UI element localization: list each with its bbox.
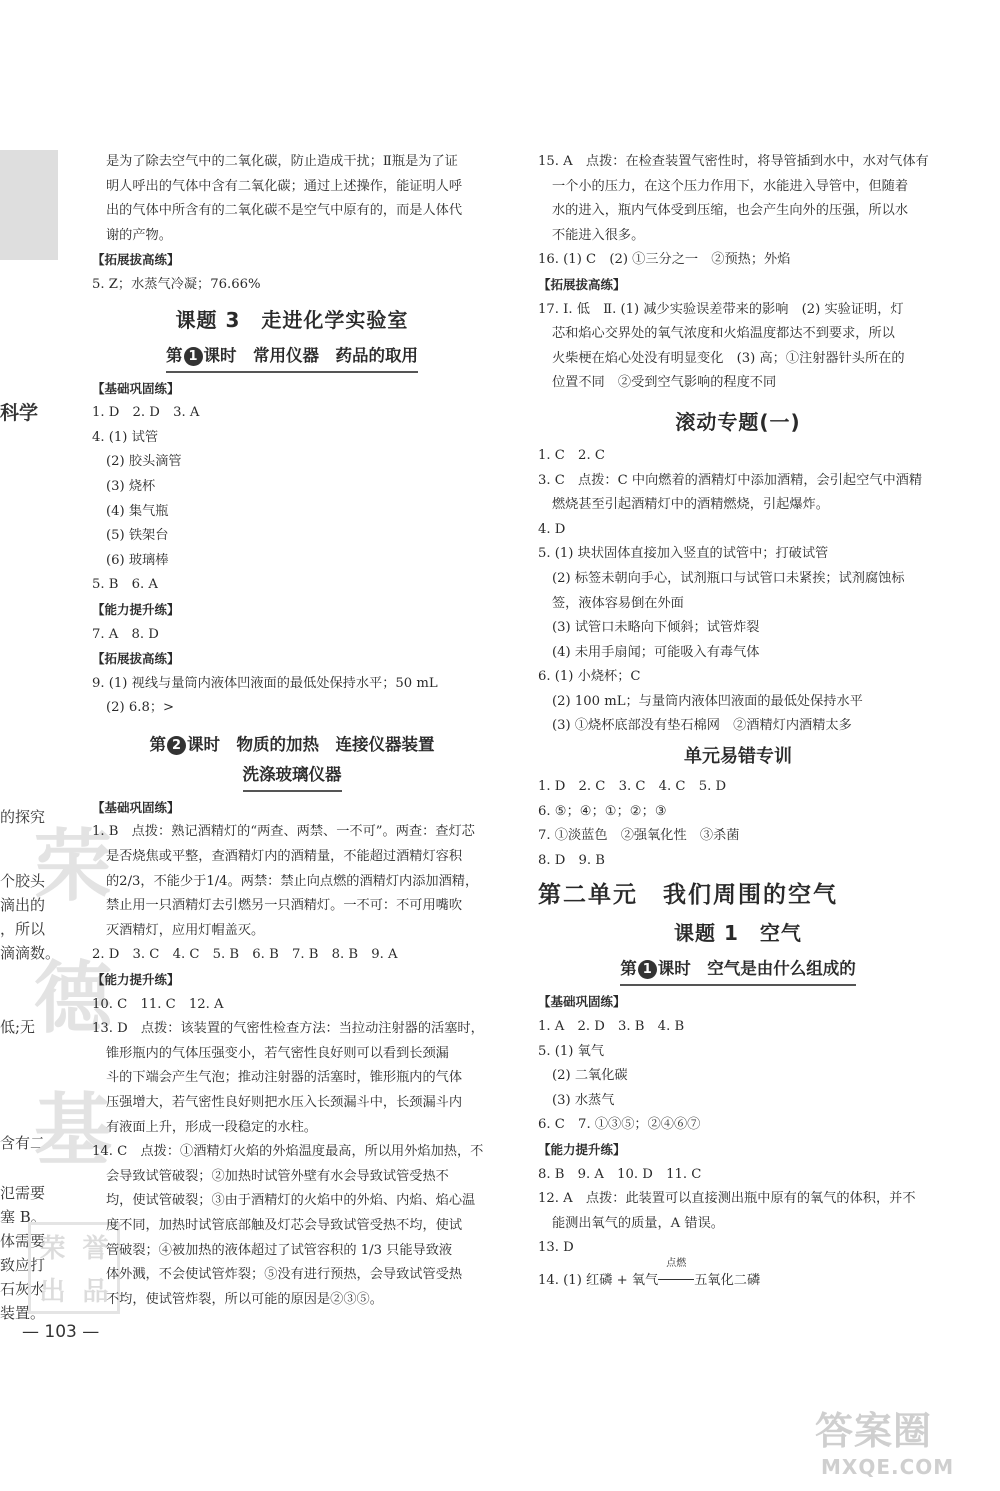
answer-line: 度不同，加热时试管底部触及灯芯会导致试管受热不均，使试 — [106, 1217, 463, 1233]
answer-line: 5. B 6. A — [92, 577, 158, 593]
answer-line: 1. D 2. C 3. C 4. C 5. D — [538, 779, 727, 795]
left-column — [92, 150, 492, 1312]
answer-line: 燃烧甚至引起酒精灯中的酒精燃烧，引起爆炸。 — [552, 497, 829, 513]
answer-subitem: (3) ①烧杯底部没有垫石棉网 ②酒精灯内酒精太多 — [552, 718, 852, 734]
logo-text: 答案圈 — [815, 1409, 933, 1453]
logo-url-text: MXQE.COM — [821, 1455, 955, 1479]
answer-line: 灭酒精灯，应用灯帽盖灭。 — [106, 922, 265, 938]
answer-line: 水的进入，瓶内气体受到压缩，也会产生向外的压强，所以水 — [552, 203, 909, 219]
seal-char: 誉 — [82, 1234, 109, 1264]
lesson-number-badge: 2 — [167, 736, 186, 755]
answer-subitem: (3) 烧杯 — [106, 478, 156, 494]
section-tag: 【拓展拔高练】 — [538, 276, 626, 292]
lesson-name: 课时 物质的加热 连接仪器装置 — [187, 734, 435, 754]
answer-subitem: (4) 未用手扇闻；可能吸入有毒气体 — [552, 644, 760, 660]
answer-line: 10. C 11. C 12. A — [92, 996, 224, 1012]
answer-subitem: (6) 玻璃棒 — [106, 552, 169, 568]
answer-line: 3. C 点拨：C 中向燃着的酒精灯中添加酒精，会引起空气中酒精 — [538, 472, 923, 488]
lesson-number-badge: 1 — [184, 347, 203, 366]
answer-line: 锥形瓶内的气体压强变小，若气密性良好则可以看到长颈漏 — [106, 1045, 449, 1061]
right-column — [538, 150, 938, 1294]
text-line: 明人呼出的气体中含有二氧化碳；通过上述操作，能证明人呼 — [106, 178, 463, 194]
edge-text: 滴滴数。 — [0, 944, 61, 962]
answer-line: 斗的下端会产生气泡；推动注射器的活塞时，锥形瓶内的气体 — [106, 1070, 463, 1086]
lesson-number-badge: 1 — [638, 960, 657, 979]
answer-line: 17. Ⅰ. 低 Ⅱ. (1) 减少实验误差带来的影响 (2) 实验证明，灯 — [538, 301, 904, 317]
answer-line: 能测出氧气的质量，A 错误。 — [552, 1215, 724, 1231]
answer-line: 管破裂；④被加热的液体超过了试管容积的 1/3 只能导致液 — [106, 1242, 453, 1258]
lesson-title — [92, 731, 492, 759]
section-tag: 【能力提升练】 — [538, 1142, 626, 1157]
formula-reactants: 14. (1) 红磷 + 氧气 — [538, 1272, 659, 1288]
topic-title: 课题 1 空气 — [674, 921, 802, 946]
answer-line: 4. (1) 试管 — [92, 429, 159, 445]
answer-line: 的2/3，不能少于1/4。两禁：禁止向点燃的酒精灯内添加酒精， — [106, 873, 479, 889]
text-line: 出的气体中所含有的二氧化碳不是空气中原有的，而是人体代 — [106, 203, 463, 219]
answer-line: 2. D 3. C 4. C 5. B 6. B 7. B 8. B 9. A — [92, 947, 398, 963]
answer-line: 5. Z；水蒸气冷凝；76.66% — [92, 276, 261, 292]
edge-text: ，所以 — [0, 920, 46, 938]
section-tag: 【能力提升练】 — [92, 601, 180, 617]
answer-line: 8. D 9. B — [538, 852, 605, 868]
answer-line: 1. C 2. C — [538, 447, 605, 463]
answer-line: 位置不同 ②受到空气影响的程度不同 — [552, 375, 777, 391]
text-line: 谢的产物。 — [106, 227, 172, 243]
answer-line: 1. B 点拨：熟记酒精灯的“两查、两禁、一不可”。两查：查灯芯 — [92, 824, 475, 840]
answer-line: 15. A 点拨：在检查装置气密性时，将导管插到水中，水对气体有 — [538, 154, 929, 169]
section-tag: 【拓展拔高练】 — [92, 252, 180, 268]
lesson-subtitle-text: 洗涤玻璃仪器 — [243, 761, 342, 792]
site-logo — [815, 1400, 985, 1485]
answer-line: 有液面上升，形成一段稳定的水柱。 — [106, 1119, 317, 1135]
edge-text: 滴出的 — [0, 896, 46, 914]
answer-line: 4. D — [538, 521, 566, 537]
answer-subitem: (2) 标签未朝向手心，试剂瓶口与试管口未紧挨；试剂腐蚀标 — [552, 570, 905, 586]
edge-gray-block — [0, 150, 58, 260]
lesson-prefix: 第 — [620, 959, 637, 979]
answer-line: 体外溅，不会使试管炸裂；⑤没有进行预热，会导致试管受热 — [106, 1267, 463, 1283]
section-tag: 【拓展拔高练】 — [92, 651, 180, 667]
lesson-subtitle — [92, 761, 492, 792]
answer-line: 是否烧焦或平整，查酒精灯内的酒精量，不能超过酒精灯容积 — [106, 849, 463, 865]
answer-line: 会导致试管破裂；②加热时试管外壁有水会导致试管受热不 — [106, 1168, 449, 1184]
section-tag: 【能力提升练】 — [92, 972, 180, 988]
answer-line: 不能进入很多。 — [552, 227, 645, 243]
answer-line: 5. (1) 氧气 — [538, 1043, 605, 1059]
section-title: 单元易错专训 — [684, 746, 792, 768]
answer-subitem: (2) 胶头滴管 — [106, 454, 182, 470]
edge-text: 个胶头 — [0, 872, 46, 890]
reaction-arrow-icon — [658, 1257, 694, 1294]
answer-line: 不均，使试管炸裂，所以可能的原因是②③⑤。 — [106, 1291, 383, 1307]
answer-subitem: (2) 6.8；> — [106, 700, 175, 716]
lesson-prefix: 第 — [166, 345, 183, 365]
answer-line: 7. A 8. D — [92, 626, 159, 642]
answer-subitem: (3) 试管口未略向下倾斜；试管炸裂 — [552, 620, 760, 636]
section-title: 滚动专题(一) — [675, 409, 801, 434]
answer-line-formula — [538, 1257, 938, 1294]
section-tag: 【基础巩固练】 — [92, 799, 180, 815]
formula-product: 五氧化二磷 — [694, 1272, 761, 1288]
lesson-name: 课时 空气是由什么组成的 — [657, 959, 856, 979]
lesson-title — [92, 342, 492, 373]
edge-text-tanjiu: 的探究 — [0, 808, 46, 826]
lesson-prefix: 第 — [149, 734, 166, 754]
section-tag: 【基础巩固练】 — [538, 994, 626, 1010]
page-number: — 103 — — [22, 1322, 100, 1342]
lesson-title — [538, 955, 938, 986]
answer-line: 5. (1) 块状固体直接加入竖直的试管中；打破试管 — [538, 546, 829, 562]
edge-text: 低;无 — [0, 1018, 36, 1036]
answer-line: 14. C 点拨：①酒精灯火焰的外焰温度最高，所以用外焰加热，不 — [92, 1144, 484, 1160]
answer-subitem: (2) 100 mL；与量筒内液体凹液面的最低处保持水平 — [552, 693, 863, 709]
lesson-name: 课时 常用仪器 药品的取用 — [203, 345, 418, 365]
answer-line: 6. ⑤；④；①；②；③ — [538, 803, 667, 819]
answer-line: 火柴梗在焰心处没有明显变化 (3) 高；①注射器针头所在的 — [552, 350, 905, 366]
answer-line: 12. A 点拨：此装置可以直接测出瓶中原有的氧气的体积，并不 — [538, 1191, 916, 1207]
watermark-char: 基 — [34, 1085, 113, 1176]
answer-line: 1. A 2. D 3. B 4. B — [538, 1019, 685, 1035]
answer-line: 13. D — [538, 1240, 574, 1256]
answer-subitem: (2) 二氧化碳 — [552, 1068, 628, 1084]
answer-line: 8. B 9. A 10. D 11. C — [538, 1166, 702, 1182]
section-tag: 【基础巩固练】 — [92, 380, 180, 396]
edge-text: 致应打 — [0, 1256, 46, 1274]
answer-line: 7. ①淡蓝色 ②强氧化性 ③杀菌 — [538, 828, 740, 844]
answer-line: 1. D 2. D 3. A — [92, 405, 200, 421]
unit-title: 第二单元 我们周围的空气 — [538, 882, 838, 909]
answer-line: 16. (1) C (2) ①三分之一 ②预热；外焰 — [538, 252, 791, 268]
answer-line: 一个小的压力，在这个压力作用下，水能进入导管中，但随着 — [552, 178, 909, 194]
answer-line: 13. D 点拨：该装置的气密性检查方法：当拉动注射器的活塞时， — [92, 1021, 484, 1037]
answer-line: 9. (1) 视线与量筒内液体凹液面的最低处保持水平；50 mL — [92, 675, 438, 691]
edge-text: 氾需要 — [0, 1184, 46, 1202]
text-line: 是为了除去空气中的二氧化碳，防止造成干扰；Ⅱ瓶是为了证 — [106, 154, 458, 169]
answer-subitem: (4) 集气瓶 — [106, 503, 169, 519]
answer-line: 6. C 7. ①③⑤；②④⑥⑦ — [538, 1117, 701, 1133]
answer-line: 压强增大，若气密性良好则把水压入长颈漏斗中，长颈漏斗内 — [106, 1095, 463, 1110]
seal-char: 荣 — [39, 1234, 66, 1264]
topic-title: 课题 3 走进化学实验室 — [175, 307, 409, 332]
seal-char: 品 — [82, 1277, 109, 1307]
answer-subitem: (5) 铁架台 — [106, 528, 169, 544]
watermark-char: 荣 — [34, 821, 113, 912]
answer-line: 芯和焰心交界处的氧气浓度和火焰温度都达不到要求，所以 — [552, 326, 895, 342]
watermark-char: 德 — [34, 953, 113, 1044]
answer-line: 6. (1) 小烧杯；C — [538, 669, 641, 685]
answer-line: 禁止用一只酒精灯去引燃另一只酒精灯。一不可：不可用嘴吹 — [106, 898, 463, 914]
reaction-condition: 点燃 — [666, 1257, 687, 1269]
answer-subitem: (3) 水蒸气 — [552, 1092, 615, 1108]
seal-char: 出 — [39, 1277, 66, 1307]
answer-line: 均，使试管破裂；③由于酒精灯的火焰中的外焰、内焰、焰心温 — [106, 1193, 476, 1209]
answer-subitem: 签，液体容易倒在外面 — [552, 595, 684, 611]
edge-text: 含有二 — [0, 1134, 46, 1152]
edge-text-kexue: 科学 — [0, 402, 39, 424]
edge-text: 石灰水 — [0, 1280, 46, 1298]
edge-text: 体需要 — [0, 1232, 46, 1250]
edge-text: 装置。 — [0, 1304, 46, 1322]
edge-text: 塞 B。 — [0, 1208, 46, 1226]
